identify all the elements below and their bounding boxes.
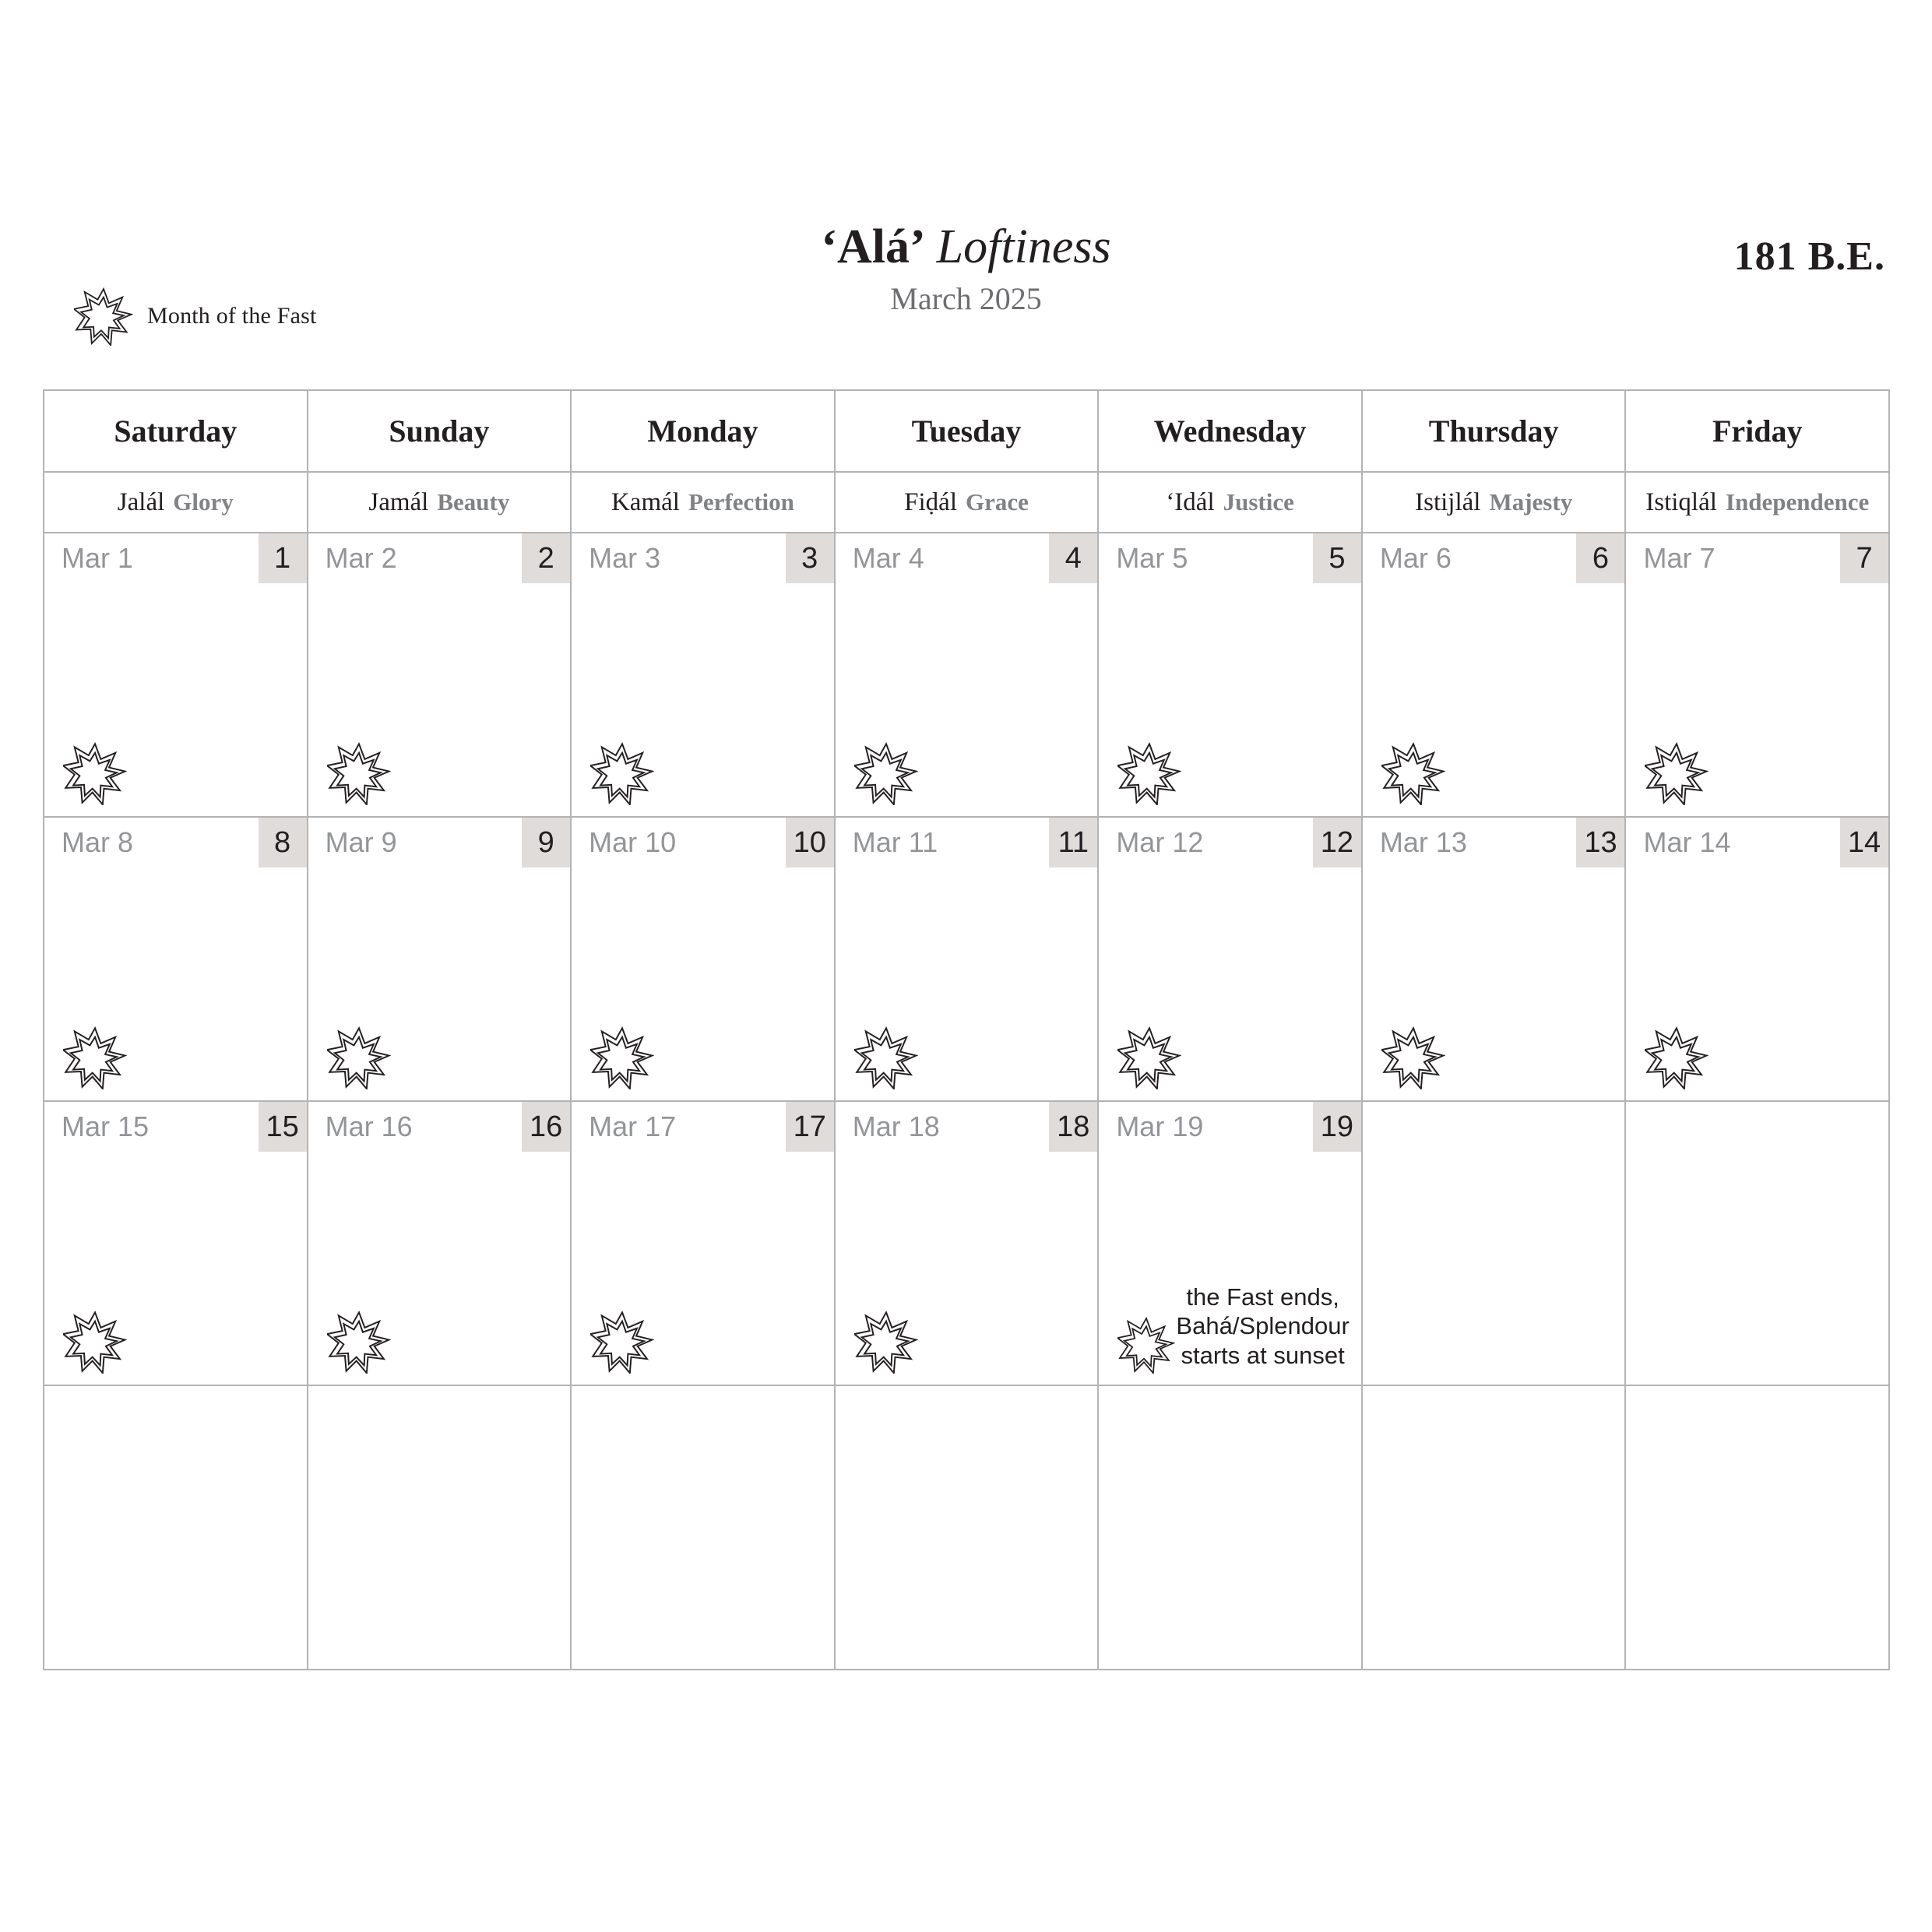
- day-content: [572, 1288, 834, 1374]
- bahai-dayname-translit: Kamál: [611, 487, 680, 516]
- calendar-day-cell-empty[interactable]: [1626, 1386, 1890, 1670]
- weekday-label: Saturday: [114, 413, 238, 449]
- bahai-dayname-translit: ‘Idál: [1166, 487, 1215, 516]
- weekday-header-cell: [836, 391, 1100, 473]
- day-date-bar: [308, 818, 571, 867]
- gregorian-date-label: Mar 5: [1116, 542, 1188, 574]
- day-content: [1099, 1004, 1361, 1089]
- day-content: [1626, 1004, 1888, 1089]
- bahai-day-number: 17: [786, 1102, 834, 1152]
- calendar-day-cell[interactable]: [308, 533, 572, 818]
- calendar-day-cell[interactable]: [1363, 818, 1627, 1102]
- gregorian-date-label: Mar 19: [1116, 1110, 1204, 1142]
- nine-pointed-star-icon: [1381, 1026, 1445, 1089]
- bahai-dayname-meaning: Grace: [966, 488, 1029, 516]
- calendar-week-row: [44, 818, 1890, 1102]
- nine-pointed-star-icon: [854, 1310, 918, 1374]
- day-content: [572, 1004, 834, 1089]
- calendar-day-cell-empty[interactable]: [1363, 1102, 1627, 1386]
- gregorian-date-label: Mar 8: [62, 826, 134, 858]
- weekday-label: Wednesday: [1153, 413, 1307, 449]
- bahai-dayname-cell: [836, 473, 1100, 533]
- day-note: the Fast ends, Bahá/Splendour starts at sunset: [1176, 1283, 1350, 1370]
- weekday-label: Monday: [647, 413, 758, 449]
- era-label: 181 B.E.: [1733, 234, 1885, 279]
- bahai-day-number: 12: [1313, 818, 1361, 867]
- day-content: [44, 1288, 307, 1374]
- bahai-dayname-cell: [1099, 473, 1363, 533]
- gregorian-date-label: Mar 14: [1643, 826, 1731, 858]
- calendar-day-cell[interactable]: [1099, 1102, 1363, 1386]
- nine-pointed-star-icon: [63, 741, 127, 805]
- nine-pointed-star-icon: [1645, 741, 1709, 805]
- gregorian-date-label: Mar 11: [852, 826, 938, 858]
- calendar-day-cell[interactable]: [1626, 818, 1890, 1102]
- gregorian-date-label: Mar 15: [62, 1110, 150, 1142]
- nine-pointed-star-icon: [1117, 741, 1181, 805]
- nine-pointed-star-icon: [1117, 1026, 1181, 1089]
- weekday-header-cell: [44, 391, 308, 473]
- day-content: [308, 1004, 571, 1089]
- calendar-day-cell[interactable]: [308, 818, 572, 1102]
- day-date-bar: [836, 533, 1098, 583]
- day-date-bar: [44, 533, 307, 583]
- day-date-bar: [44, 818, 307, 867]
- nine-pointed-star-icon: [327, 741, 391, 805]
- bahai-dayname-meaning: Glory: [173, 488, 234, 516]
- day-date-bar: [44, 1102, 307, 1152]
- calendar-day-cell[interactable]: [572, 1102, 836, 1386]
- nine-pointed-star-icon: [854, 741, 918, 805]
- weekday-label: Thursday: [1428, 413, 1559, 449]
- bahai-dayname-cell: [1363, 473, 1627, 533]
- day-date-bar: [836, 1102, 1098, 1152]
- calendar-day-cell[interactable]: [44, 533, 308, 818]
- day-content: [308, 1288, 571, 1374]
- bahai-dayname-meaning: Beauty: [437, 488, 510, 516]
- bahai-dayname-cell: [572, 473, 836, 533]
- bahai-dayname-meaning: Majesty: [1489, 488, 1573, 516]
- gregorian-date-label: Mar 18: [852, 1110, 940, 1142]
- bahai-dayname-translit: Jalál: [117, 487, 165, 516]
- nine-pointed-star-icon: [590, 1026, 654, 1089]
- day-date-bar: [308, 533, 571, 583]
- day-content: [1363, 1004, 1625, 1089]
- day-date-bar: [572, 1102, 834, 1152]
- nine-pointed-star-icon: [590, 741, 654, 805]
- calendar-day-cell-empty[interactable]: [1099, 1386, 1363, 1670]
- calendar-week-row: [44, 1386, 1890, 1670]
- gregorian-date-label: Mar 10: [589, 826, 677, 858]
- calendar-day-cell[interactable]: [1363, 533, 1627, 818]
- calendar-day-cell-empty[interactable]: [1626, 1102, 1890, 1386]
- bahai-day-number: 13: [1576, 818, 1624, 867]
- calendar-day-cell[interactable]: [836, 533, 1100, 818]
- bahai-dayname-meaning: Independence: [1725, 488, 1870, 516]
- bahai-day-number: 7: [1840, 533, 1888, 583]
- calendar-day-cell-empty[interactable]: [572, 1386, 836, 1670]
- bahai-dayname-meaning: Justice: [1223, 488, 1294, 516]
- day-date-bar: [1363, 818, 1625, 867]
- day-date-bar: [572, 818, 834, 867]
- nine-pointed-star-icon: [327, 1310, 391, 1374]
- weekday-header-cell: [308, 391, 572, 473]
- bahai-day-number: 2: [522, 533, 570, 583]
- bahai-day-number: 1: [259, 533, 307, 583]
- bahai-dayname-cell: [308, 473, 572, 533]
- bahai-dayname-cell: [44, 473, 308, 533]
- calendar-day-cell[interactable]: [572, 818, 836, 1102]
- bahai-day-number: 19: [1313, 1102, 1361, 1152]
- nine-pointed-star-icon: [590, 1310, 654, 1374]
- weekday-header-cell: [1626, 391, 1890, 473]
- weekday-header-cell: [1099, 391, 1363, 473]
- nine-pointed-star-icon: [327, 1026, 391, 1089]
- gregorian-date-label: Mar 1: [62, 542, 134, 574]
- badge-label: Month of the Fast: [147, 303, 317, 329]
- day-date-bar: [1099, 1102, 1361, 1152]
- gregorian-date-label: Mar 3: [589, 542, 661, 574]
- day-content: [1363, 720, 1625, 805]
- bahai-dayname-translit: Istijlál: [1415, 487, 1481, 516]
- bahai-day-number: 5: [1313, 533, 1361, 583]
- gregorian-date-label: Mar 2: [325, 542, 397, 574]
- calendar-day-cell-empty[interactable]: [44, 1386, 308, 1670]
- bahai-day-number: 6: [1576, 533, 1624, 583]
- day-date-bar: [836, 818, 1098, 867]
- nine-pointed-star-icon: [1117, 1316, 1175, 1374]
- calendar-day-cell[interactable]: [836, 818, 1100, 1102]
- calendar-week-row: [44, 1102, 1890, 1386]
- bahai-day-number: 11: [1049, 818, 1097, 867]
- gregorian-date-label: Mar 16: [325, 1110, 413, 1142]
- calendar-weeks: [44, 533, 1890, 1670]
- gregorian-date-label: Mar 17: [589, 1110, 677, 1142]
- weekday-label: Sunday: [389, 413, 490, 449]
- calendar-day-cell[interactable]: [836, 1102, 1100, 1386]
- day-content: [44, 720, 307, 805]
- weekday-header-row: [44, 391, 1890, 473]
- day-content: [1626, 720, 1888, 805]
- day-content: [836, 720, 1098, 805]
- month-meaning: Loftiness: [936, 220, 1111, 273]
- gregorian-month-label: March 2025: [890, 281, 1042, 317]
- day-content: [836, 1288, 1098, 1374]
- calendar-day-cell[interactable]: [572, 533, 836, 818]
- nine-pointed-star-icon: [74, 287, 133, 346]
- nine-pointed-star-icon: [63, 1026, 127, 1089]
- calendar-grid: [43, 389, 1890, 1670]
- calendar-day-cell[interactable]: [1099, 533, 1363, 818]
- bahai-day-number: 10: [786, 818, 834, 867]
- day-date-bar: [1626, 533, 1888, 583]
- bahai-dayname-translit: Jamál: [368, 487, 429, 516]
- nine-pointed-star-icon: [1645, 1026, 1709, 1089]
- bahai-dayname-translit: Fiḍál: [904, 487, 957, 516]
- bahai-dayname-cell: [1626, 473, 1890, 533]
- calendar-day-cell-empty[interactable]: [836, 1386, 1100, 1670]
- weekday-label: Friday: [1712, 413, 1803, 449]
- bahai-dayname-row: [44, 473, 1890, 533]
- month-name: ‘Alá’: [821, 220, 926, 273]
- weekday-header-cell: [572, 391, 836, 473]
- day-content: [308, 720, 571, 805]
- bahai-day-number: 14: [1840, 818, 1888, 867]
- bahai-day-number: 15: [259, 1102, 307, 1152]
- bahai-day-number: 9: [522, 818, 570, 867]
- calendar-day-cell[interactable]: [308, 1102, 572, 1386]
- gregorian-date-label: Mar 7: [1643, 542, 1716, 574]
- nine-pointed-star-icon: [854, 1026, 918, 1089]
- day-date-bar: [308, 1102, 571, 1152]
- calendar-day-cell-empty[interactable]: [308, 1386, 572, 1670]
- weekday-label: Tuesday: [911, 413, 1022, 449]
- bahai-dayname-translit: Istiqlál: [1645, 487, 1717, 516]
- weekday-header-cell: [1363, 391, 1627, 473]
- bahai-dayname-meaning: Perfection: [688, 488, 794, 516]
- gregorian-date-label: Mar 4: [852, 542, 924, 574]
- day-date-bar: [572, 533, 834, 583]
- gregorian-date-label: Mar 6: [1379, 542, 1452, 574]
- day-date-bar: [1099, 818, 1361, 867]
- gregorian-date-label: Mar 9: [325, 826, 397, 858]
- month-of-the-fast-badge: [74, 287, 317, 346]
- day-content: [836, 1004, 1098, 1089]
- month-title: [0, 222, 1932, 273]
- bahai-day-number: 8: [259, 818, 307, 867]
- day-content: [1099, 720, 1361, 805]
- day-content: [1099, 1283, 1361, 1374]
- calendar-week-row: [44, 533, 1890, 818]
- day-date-bar: [1099, 533, 1361, 583]
- day-content: [44, 1004, 307, 1089]
- nine-pointed-star-icon: [1381, 741, 1445, 805]
- bahai-day-number: 18: [1049, 1102, 1097, 1152]
- calendar-day-cell-empty[interactable]: [1363, 1386, 1627, 1670]
- calendar-day-cell[interactable]: [1626, 533, 1890, 818]
- nine-pointed-star-icon: [63, 1310, 127, 1374]
- bahai-day-number: 3: [786, 533, 834, 583]
- calendar-day-cell[interactable]: [44, 1102, 308, 1386]
- bahai-day-number: 4: [1049, 533, 1097, 583]
- gregorian-date-label: Mar 13: [1379, 826, 1467, 858]
- day-date-bar: [1626, 818, 1888, 867]
- day-content: [572, 720, 834, 805]
- calendar-day-cell[interactable]: [44, 818, 308, 1102]
- calendar-day-cell[interactable]: [1099, 818, 1363, 1102]
- bahai-day-number: 16: [522, 1102, 570, 1152]
- gregorian-date-label: Mar 12: [1116, 826, 1204, 858]
- day-date-bar: [1363, 533, 1625, 583]
